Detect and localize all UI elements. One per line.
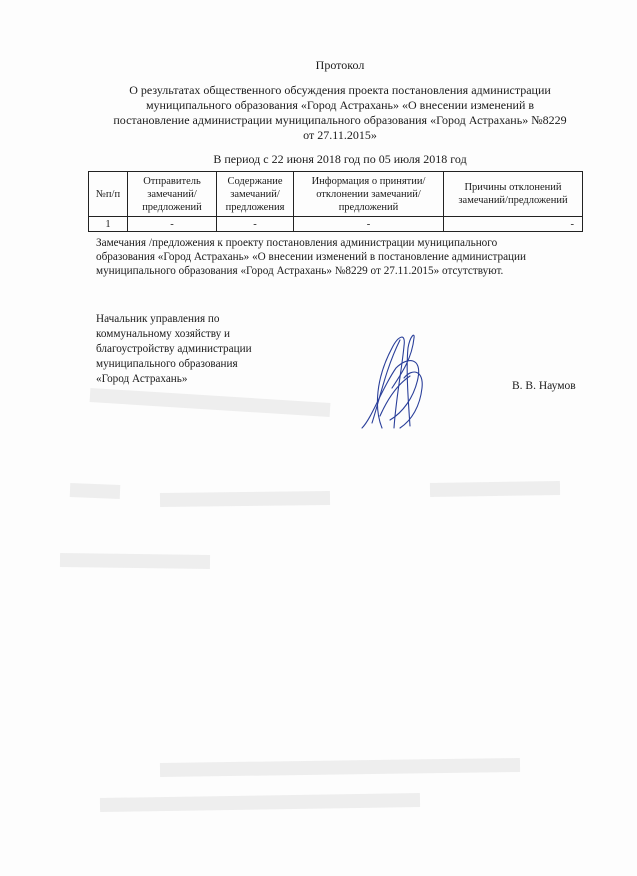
table-cell: - (217, 217, 294, 232)
table-header-cell: Причины отклонений замечаний/предложений (444, 172, 583, 217)
note-paragraph (96, 236, 596, 278)
table-cell: 1 (89, 217, 128, 232)
table-header-cell: Отправитель замечаний/ предложений (128, 172, 217, 217)
table-header-row (89, 172, 583, 217)
note-line: муниципального образования «Город Астрахань» №8229 от 27.11.2015» отсутствуют. (96, 265, 504, 277)
position-line: коммунальному хозяйству и (96, 328, 231, 340)
table-header-cell: Содержание замечаний/ предложения (217, 172, 294, 217)
table-header-cell: Информация о принятии/отклонении замечаний/предложений (294, 172, 444, 217)
signatory-name: В. В. Наумов (512, 380, 576, 392)
position-line: Начальник управления по (96, 313, 220, 325)
signatory-position (96, 312, 306, 387)
subtitle-line: постановление администрации муниципального образования «Город Астрахань» №8229 (113, 113, 567, 127)
table-cell: - (128, 217, 217, 232)
subtitle-line: муниципального образования «Город Астрахань» «О внесении изменений в (145, 98, 535, 112)
subtitle-line: от 27.11.2015» (303, 128, 377, 142)
handwritten-signature (352, 328, 432, 438)
period-line: В период с 22 июня 2018 год по 05 июля 2018 год (213, 152, 467, 166)
table-cell: - (444, 217, 583, 232)
protocol-table (88, 171, 583, 232)
document-subtitle (95, 83, 585, 143)
table-cell: - (294, 217, 444, 232)
position-line: благоустройству администрации (96, 343, 252, 355)
position-line: муниципального образования (96, 358, 238, 370)
subtitle-line: О результатах общественного обсуждения проекта постановления администрации (129, 83, 551, 97)
table-row (89, 217, 583, 232)
position-line: «Город Астрахань» (96, 373, 188, 385)
note-line: образования «Город Астрахань» «О внесении изменений в постановление администрации (96, 251, 526, 263)
document-title: Протокол (315, 58, 365, 72)
table-header-cell: №п/п (89, 172, 128, 217)
note-line: Замечания /предложения к проекту постановления администрации муниципального (96, 237, 498, 249)
